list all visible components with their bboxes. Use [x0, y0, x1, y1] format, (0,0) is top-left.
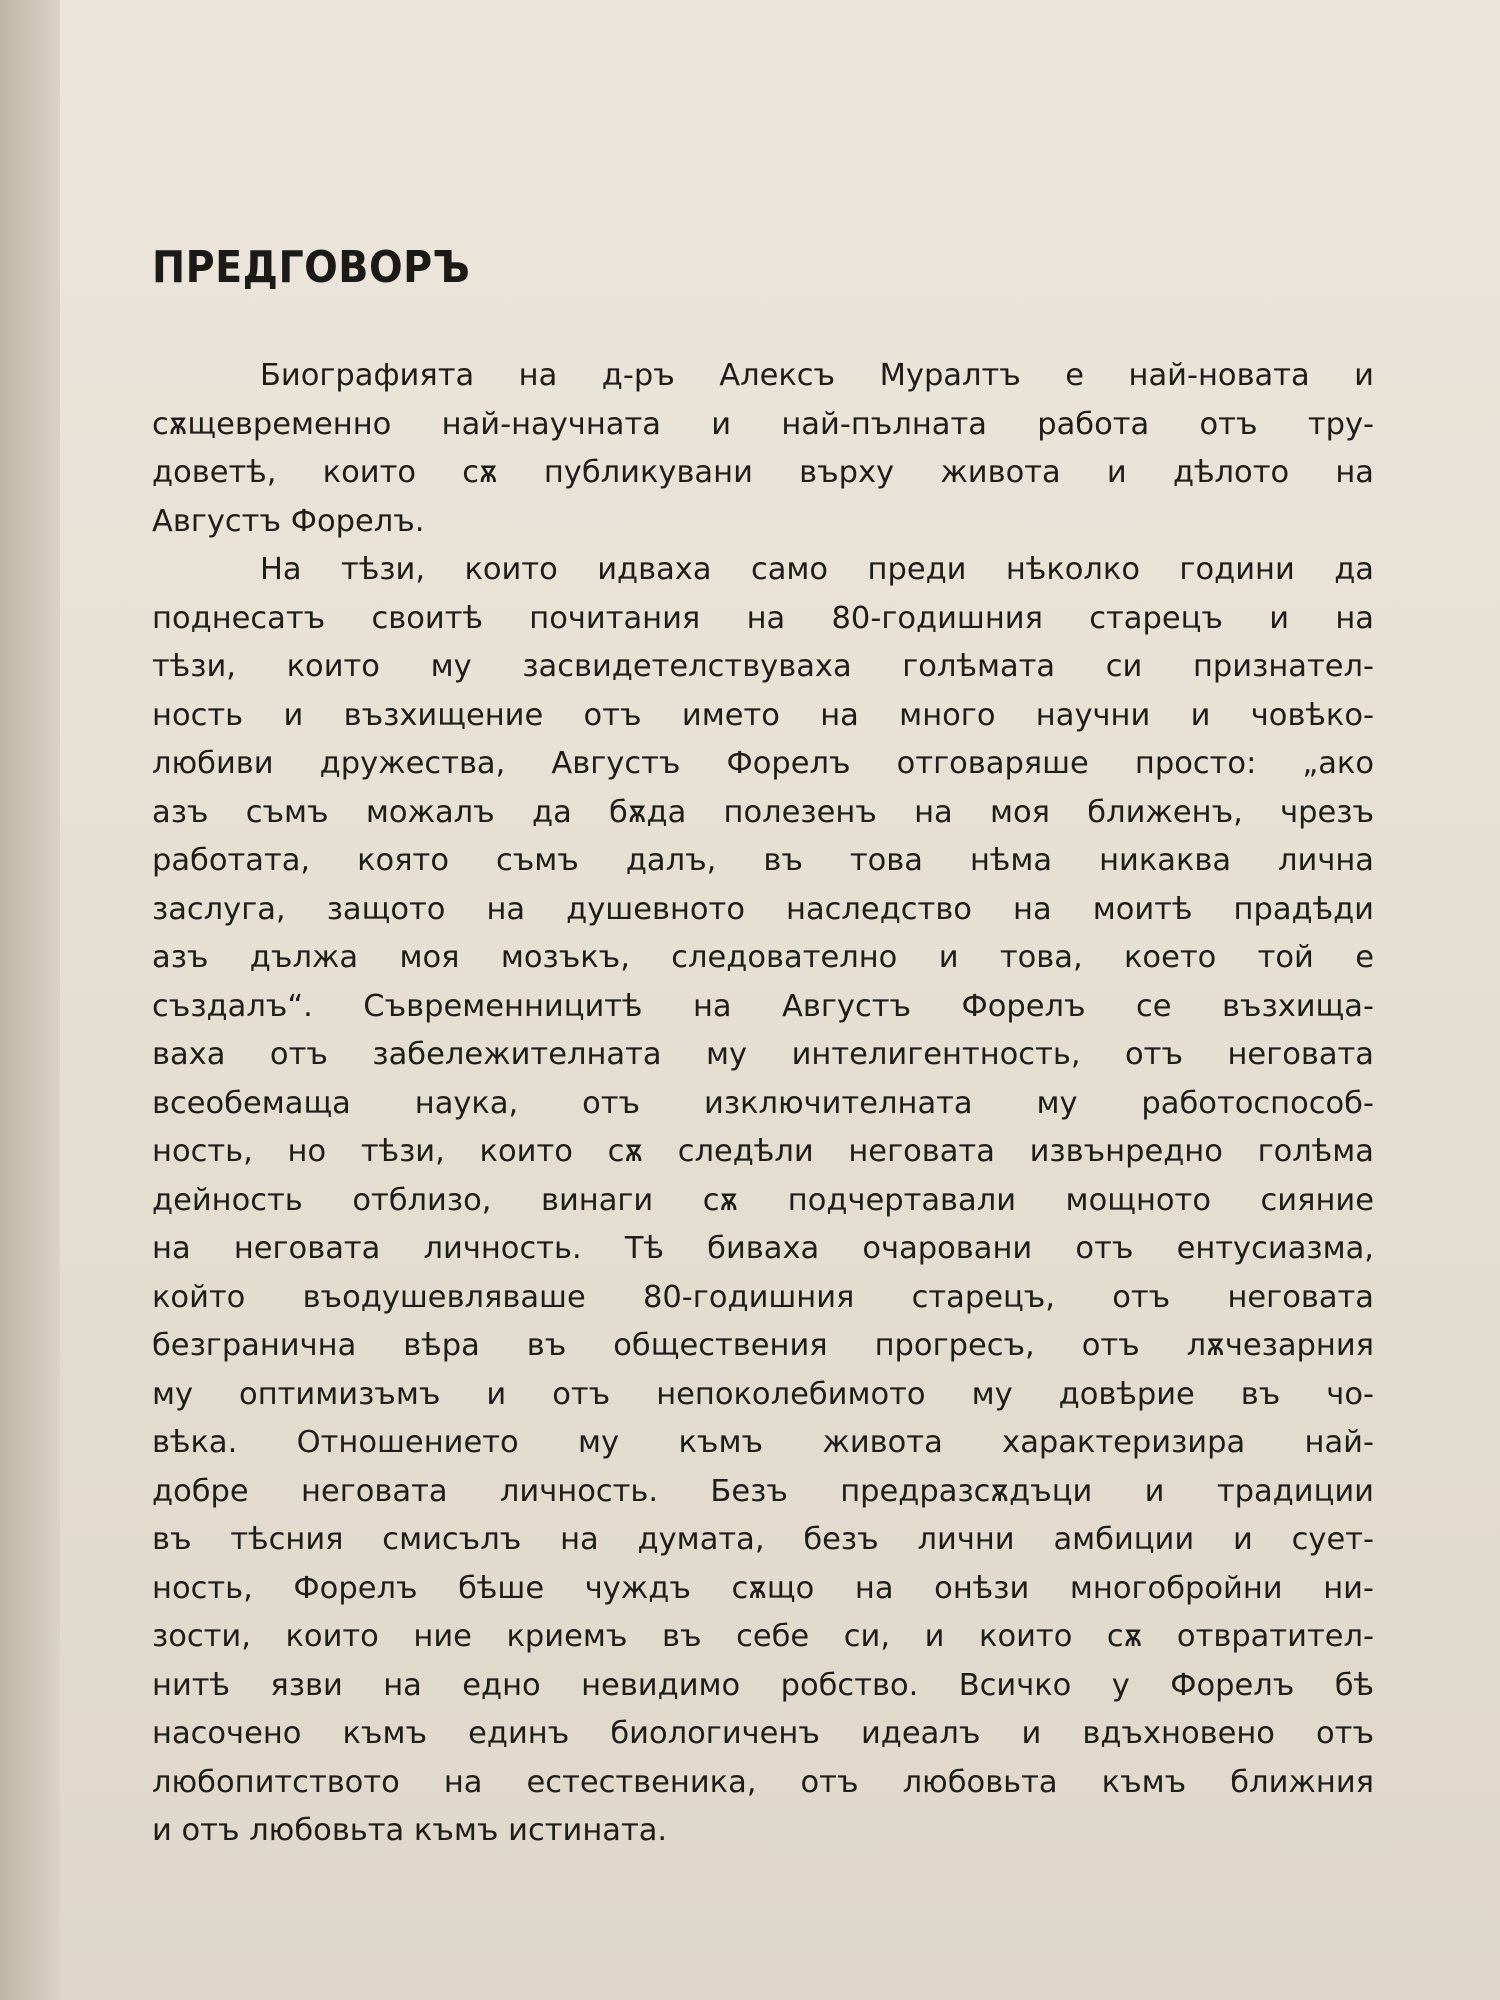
text-line: и отъ любовьта къмъ истината.: [152, 1813, 668, 1848]
text-line: любопитството на естественика, отъ любовьта къмъ ближния: [152, 1764, 1374, 1800]
text-line: доветѣ, които сѫ публикувани върху живота и дѣлото на: [152, 455, 1374, 490]
text-line: който въодушевляваше 80-годишния старецъ, отъ неговата: [152, 1279, 1374, 1315]
text-line: зости, които ние криемъ въ себе си, и които сѫ отвратител-: [152, 1619, 1374, 1654]
text-line: азъ съмъ можалъ да бѫда полезенъ на моя ближенъ, чрезъ: [152, 794, 1374, 830]
text-line: На тѣзи, които идваха само преди нѣколко години да: [260, 552, 1374, 587]
text-line: заслуга, защото на душевното наследство на моитѣ прадѣди: [152, 891, 1374, 927]
text-line: поднесатъ своитѣ почитания на 80-годишния старецъ и на: [152, 600, 1374, 636]
text-line: сѫщевременно най-научната и най-пълната работа отъ тру-: [152, 406, 1374, 442]
text-line: насочено къмъ единъ биологиченъ идеалъ и вдъхновено отъ: [152, 1716, 1374, 1751]
text-line: на неговата личность. Тѣ биваха очаровани отъ ентусиазма,: [152, 1231, 1374, 1266]
body-text: [152, 352, 1374, 1856]
text-line: вѣка. Отношението му къмъ живота характеризира най-: [152, 1425, 1374, 1460]
text-line: Августъ Форелъ.: [152, 503, 425, 539]
text-line: тѣзи, които му засвидетелствуваха голѣмата си признател-: [152, 649, 1374, 684]
text-line: работата, която съмъ далъ, въ това нѣма никаква лична: [152, 843, 1374, 878]
text-line: Биографията на д-ръ Алексъ Муралтъ е най-новата и: [260, 358, 1374, 393]
text-line: ность и възхищение отъ името на много научни и човѣко-: [152, 697, 1374, 733]
text-line: ность, но тѣзи, които сѫ следѣли неговата извънредно голѣма: [152, 1134, 1374, 1169]
text-line: нитѣ язви на едно невидимо робство. Всичко у Форелъ бѣ: [152, 1667, 1374, 1703]
text-line: добре неговата личность. Безъ предразсѫдъци и традиции: [152, 1473, 1374, 1509]
text-line: ность, Форелъ бѣше чуждъ сѫщо на онѣзи многобройни ни-: [152, 1570, 1374, 1606]
text-line: създалъ“. Съвременницитѣ на Августъ Форелъ се възхища-: [152, 988, 1374, 1024]
text-line: му оптимизъмъ и отъ непоколебимото му довѣрие въ чо-: [152, 1376, 1374, 1412]
text-line: въ тѣсния смисълъ на думата, безъ лични амбиции и сует-: [152, 1522, 1374, 1557]
page-heading: ПРЕДГОВОРЪ: [152, 242, 471, 293]
text-line: любиви дружества, Августъ Форелъ отговаряше просто: „ако: [152, 746, 1374, 781]
text-line: всеобемаща наука, отъ изключителната му работоспособ-: [152, 1085, 1374, 1121]
text-line: дейность отблизо, винаги сѫ подчертавали мощното сияние: [152, 1182, 1374, 1218]
text-line: безгранична вѣра въ обществения прогресъ, отъ лѫчезарния: [152, 1328, 1374, 1363]
text-line: азъ дължа моя мозъкъ, следователно и това, което той е: [152, 940, 1374, 975]
text-line: ваха отъ забележителната му интелигентность, отъ неговата: [152, 1037, 1374, 1072]
